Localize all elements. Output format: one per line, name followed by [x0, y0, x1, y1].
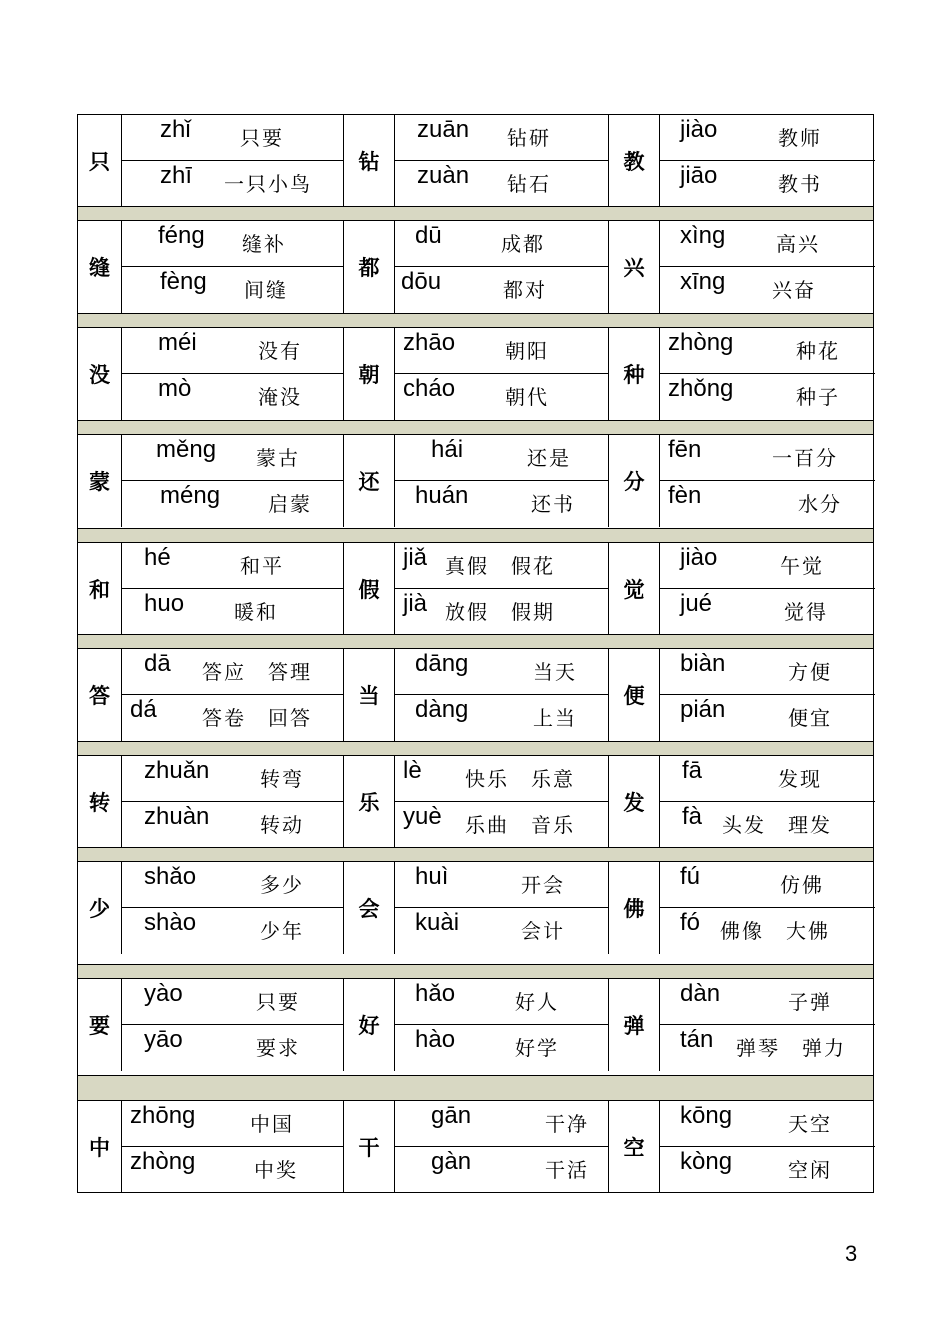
row-separator — [78, 313, 873, 328]
reading-entry — [395, 267, 609, 313]
pinyin: zuàn — [417, 162, 470, 189]
pinyin: fà — [682, 803, 703, 830]
reading-entry — [122, 374, 344, 420]
polyphone-character: 少 — [78, 862, 122, 954]
reading-entry — [122, 756, 344, 802]
reading-entry — [660, 695, 875, 741]
reading-entry — [660, 1101, 875, 1147]
polyphone-character: 要 — [78, 979, 122, 1071]
example-words: 乐曲 音乐 — [465, 813, 575, 837]
polyphone-character: 兴 — [609, 221, 660, 313]
example-words: 空闲 — [788, 1158, 832, 1182]
reading-entry — [122, 435, 344, 481]
example-words: 种花 — [796, 339, 840, 363]
polyphone-character: 还 — [344, 435, 395, 527]
pinyin: dā — [144, 650, 171, 677]
row-separator — [78, 206, 873, 221]
reading-entry — [395, 481, 609, 527]
reading-entry — [395, 221, 609, 267]
pinyin: fó — [680, 909, 701, 936]
reading-entry — [122, 115, 344, 161]
pinyin: jué — [680, 590, 713, 617]
row-separator — [78, 528, 873, 543]
reading-entry — [395, 435, 609, 481]
pinyin: gān — [431, 1102, 472, 1129]
pinyin: tán — [680, 1026, 714, 1053]
example-words: 朝阳 — [505, 339, 549, 363]
pinyin: dá — [130, 696, 157, 723]
reading-entry — [395, 374, 609, 420]
polyphone-character: 干 — [344, 1101, 395, 1193]
example-words: 和平 — [240, 554, 284, 578]
example-words: 只要 — [240, 126, 284, 150]
pinyin: jiǎ — [403, 544, 428, 571]
reading-entry — [660, 435, 875, 481]
row-separator — [78, 420, 873, 435]
example-words: 午觉 — [780, 554, 824, 578]
reading-entry — [395, 862, 609, 908]
example-words: 教师 — [778, 126, 822, 150]
example-words: 都对 — [503, 278, 547, 302]
reading-entry — [122, 221, 344, 267]
pinyin: zhuàn — [144, 803, 210, 830]
example-words: 暖和 — [234, 600, 278, 624]
polyphone-character: 和 — [78, 543, 122, 635]
reading-entry — [122, 328, 344, 374]
example-words: 没有 — [258, 339, 302, 363]
pinyin: fēn — [668, 436, 702, 463]
pinyin: shào — [144, 909, 197, 936]
pinyin: kōng — [680, 1102, 733, 1129]
pinyin: hái — [431, 436, 464, 463]
example-words: 发现 — [778, 767, 822, 791]
reading-entry — [395, 695, 609, 741]
reading-entry — [660, 649, 875, 695]
reading-entry — [395, 115, 609, 161]
reading-entry — [660, 115, 875, 161]
reading-entry — [395, 756, 609, 802]
example-words: 还书 — [531, 492, 575, 516]
example-words: 启蒙 — [268, 492, 312, 516]
polyphone-character: 假 — [344, 543, 395, 635]
example-words: 干净 — [545, 1112, 589, 1136]
pinyin: zhòng — [130, 1148, 196, 1175]
row-separator — [78, 634, 873, 649]
example-words: 放假 假期 — [445, 600, 555, 624]
pinyin: jiāo — [680, 162, 718, 189]
polyphone-character: 教 — [609, 115, 660, 207]
polyphone-character: 只 — [78, 115, 122, 207]
polyphone-character: 中 — [78, 1101, 122, 1193]
example-words: 种子 — [796, 385, 840, 409]
example-words: 仿佛 — [780, 873, 824, 897]
table-row — [78, 435, 873, 527]
example-words: 好人 — [515, 990, 559, 1014]
polyphone-character: 空 — [609, 1101, 660, 1193]
polyphone-character: 好 — [344, 979, 395, 1071]
pinyin: yāo — [144, 1026, 183, 1053]
polyphone-character: 分 — [609, 435, 660, 527]
example-words: 多少 — [260, 873, 304, 897]
pinyin: gàn — [431, 1148, 472, 1175]
reading-entry — [395, 1147, 609, 1193]
example-words: 钻研 — [507, 126, 551, 150]
polyphone-character: 缝 — [78, 221, 122, 313]
example-words: 中奖 — [254, 1158, 298, 1182]
row-separator — [78, 741, 873, 756]
table-row — [78, 756, 873, 848]
pinyin: dū — [415, 222, 442, 249]
reading-entry — [395, 589, 609, 635]
reading-entry — [395, 802, 609, 848]
example-words: 真假 假花 — [445, 554, 555, 578]
example-words: 天空 — [788, 1112, 832, 1136]
polyphone-character: 觉 — [609, 543, 660, 635]
example-words: 转弯 — [260, 767, 304, 791]
page-number: 3 — [845, 1241, 858, 1266]
example-words: 要求 — [256, 1036, 300, 1060]
reading-entry — [660, 862, 875, 908]
reading-entry — [122, 695, 344, 741]
polyphone-character: 没 — [78, 328, 122, 420]
reading-entry — [122, 979, 344, 1025]
pinyin: huì — [415, 863, 449, 890]
pinyin: dàn — [680, 980, 721, 1007]
example-words: 蒙古 — [256, 446, 300, 470]
example-words: 朝代 — [505, 385, 549, 409]
pinyin: xìng — [680, 222, 726, 249]
table-row — [78, 979, 873, 1071]
polyphone-character: 答 — [78, 649, 122, 741]
polyphone-character: 转 — [78, 756, 122, 848]
reading-entry — [660, 908, 875, 954]
polyphone-character: 弹 — [609, 979, 660, 1071]
example-words: 子弹 — [788, 990, 832, 1014]
pinyin: dōu — [401, 268, 442, 295]
reading-entry — [122, 161, 344, 207]
example-words: 淹没 — [258, 385, 302, 409]
table-row — [78, 328, 873, 420]
pinyin: méi — [158, 329, 197, 356]
pinyin: hào — [415, 1026, 456, 1053]
pinyin: huán — [415, 482, 469, 509]
reading-entry — [122, 649, 344, 695]
reading-entry — [395, 328, 609, 374]
reading-entry — [660, 374, 875, 420]
pinyin: zhǒng — [668, 375, 734, 402]
reading-entry — [660, 979, 875, 1025]
polyphone-character: 佛 — [609, 862, 660, 954]
pinyin: xīng — [680, 268, 726, 295]
reading-entry — [122, 908, 344, 954]
reading-entry — [395, 908, 609, 954]
polyphone-character: 会 — [344, 862, 395, 954]
pinyin: féng — [158, 222, 205, 249]
row-separator — [78, 847, 873, 862]
example-words: 干活 — [545, 1158, 589, 1182]
reading-entry — [660, 328, 875, 374]
example-words: 转动 — [260, 813, 304, 837]
pinyin: hǎo — [415, 980, 456, 1007]
table-row — [78, 221, 873, 313]
pinyin: fā — [682, 757, 703, 784]
example-words: 觉得 — [784, 600, 828, 624]
polyphone-character: 便 — [609, 649, 660, 741]
reading-entry — [122, 589, 344, 635]
reading-entry — [395, 1025, 609, 1071]
reading-entry — [660, 221, 875, 267]
table-row — [78, 649, 873, 741]
example-words: 头发 理发 — [722, 813, 832, 837]
pinyin: kòng — [680, 1148, 733, 1175]
reading-entry — [122, 1101, 344, 1147]
pinyin: hé — [144, 544, 171, 571]
example-words: 钻石 — [507, 172, 551, 196]
example-words: 当天 — [533, 660, 577, 684]
example-words: 佛像 大佛 — [720, 919, 830, 943]
polyphone-character: 蒙 — [78, 435, 122, 527]
reading-entry — [660, 1147, 875, 1193]
reading-entry — [122, 802, 344, 848]
example-words: 间缝 — [244, 278, 288, 302]
example-words: 便宜 — [788, 706, 832, 730]
reading-entry — [122, 1147, 344, 1193]
pinyin: měng — [156, 436, 217, 463]
row-separator — [78, 964, 873, 979]
example-words: 答卷 回答 — [202, 706, 312, 730]
pinyin: jiào — [680, 116, 718, 143]
table-row — [78, 115, 873, 207]
polyphone-character: 当 — [344, 649, 395, 741]
reading-entry — [660, 161, 875, 207]
pinyin: cháo — [403, 375, 456, 402]
reading-entry — [395, 979, 609, 1025]
pinyin: shǎo — [144, 863, 197, 890]
example-words: 会计 — [521, 919, 565, 943]
example-words: 上当 — [533, 706, 577, 730]
example-words: 缝补 — [242, 232, 286, 256]
pinyin: jià — [403, 590, 428, 617]
pinyin: zhāo — [403, 329, 456, 356]
reading-entry — [660, 756, 875, 802]
table-row — [78, 862, 873, 954]
reading-entry — [395, 1101, 609, 1147]
reading-entry — [660, 543, 875, 589]
example-words: 还是 — [527, 446, 571, 470]
pinyin: yuè — [403, 803, 442, 830]
reading-entry — [660, 589, 875, 635]
example-words: 好学 — [515, 1036, 559, 1060]
pinyin: fú — [680, 863, 701, 890]
polyphone-character: 乐 — [344, 756, 395, 848]
reading-entry — [660, 802, 875, 848]
pinyin: fèng — [160, 268, 207, 295]
example-words: 高兴 — [776, 232, 820, 256]
pinyin: zhuǎn — [144, 757, 210, 784]
pinyin: pián — [680, 696, 726, 723]
pinyin: biàn — [680, 650, 726, 677]
example-words: 快乐 乐意 — [465, 767, 575, 791]
example-words: 方便 — [788, 660, 832, 684]
reading-entry — [122, 481, 344, 527]
pinyin: dāng — [415, 650, 469, 677]
pinyin: jiào — [680, 544, 718, 571]
example-words: 一只小鸟 — [224, 172, 312, 196]
polyphone-character: 钻 — [344, 115, 395, 207]
table-row — [78, 543, 873, 635]
reading-entry — [660, 1025, 875, 1071]
pinyin: yào — [144, 980, 183, 1007]
reading-entry — [660, 481, 875, 527]
reading-entry — [122, 862, 344, 908]
example-words: 少年 — [260, 919, 304, 943]
reading-entry — [395, 543, 609, 589]
pinyin: huo — [144, 590, 185, 617]
pinyin: kuài — [415, 909, 460, 936]
polyphone-character: 都 — [344, 221, 395, 313]
pinyin: zuān — [417, 116, 470, 143]
pinyin: méng — [160, 482, 221, 509]
pinyin: zhī — [160, 162, 193, 189]
pinyin: fèn — [668, 482, 702, 509]
row-separator — [78, 1075, 873, 1101]
pinyin: zhòng — [668, 329, 734, 356]
example-words: 答应 答理 — [202, 660, 312, 684]
example-words: 教书 — [778, 172, 822, 196]
example-words: 只要 — [256, 990, 300, 1014]
example-words: 成都 — [501, 232, 545, 256]
example-words: 兴奋 — [772, 278, 816, 302]
pinyin: mò — [158, 375, 192, 402]
example-words: 一百分 — [772, 446, 838, 470]
reading-entry — [660, 267, 875, 313]
pinyin: zhǐ — [160, 116, 191, 143]
reading-entry — [122, 1025, 344, 1071]
example-words: 水分 — [798, 492, 842, 516]
reading-entry — [122, 543, 344, 589]
polyphone-character: 发 — [609, 756, 660, 848]
polyphone-character: 朝 — [344, 328, 395, 420]
example-words: 弹琴 弹力 — [736, 1036, 846, 1060]
reading-entry — [122, 267, 344, 313]
example-words: 中国 — [250, 1112, 294, 1136]
polyphone-character: 种 — [609, 328, 660, 420]
pinyin: zhōng — [130, 1102, 196, 1129]
example-words: 开会 — [521, 873, 565, 897]
table-row — [78, 1101, 873, 1193]
reading-entry — [395, 649, 609, 695]
polyphone-table — [77, 114, 874, 1193]
reading-entry — [395, 161, 609, 207]
pinyin: lè — [403, 757, 422, 784]
pinyin: dàng — [415, 696, 469, 723]
